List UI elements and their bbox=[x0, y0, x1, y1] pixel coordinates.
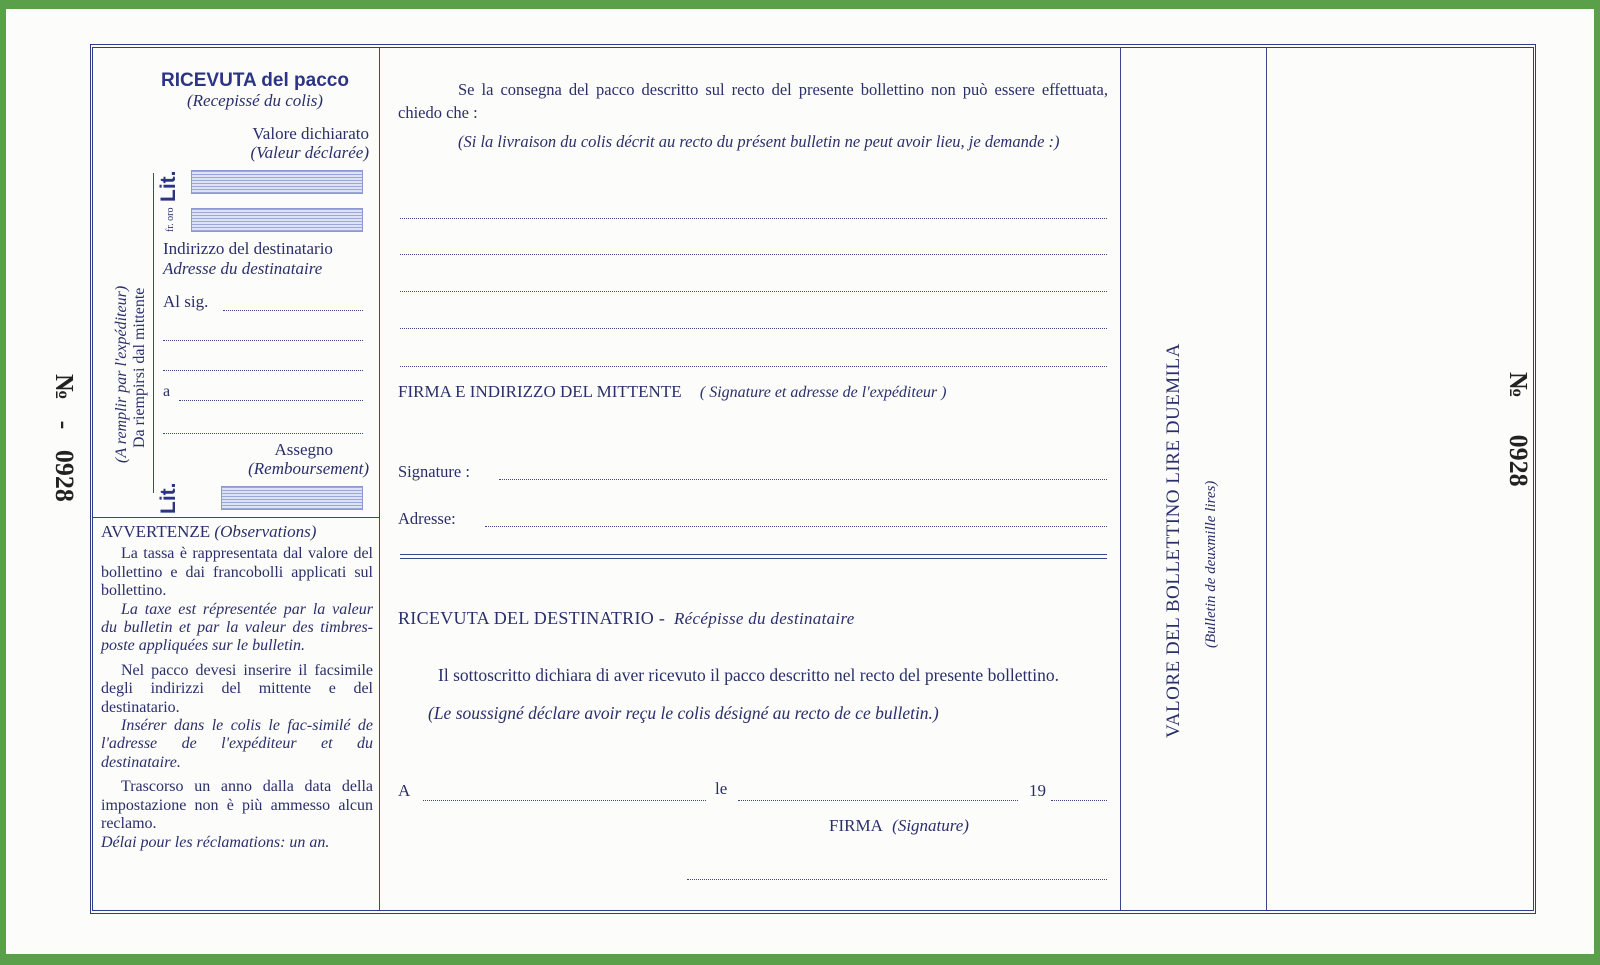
note-3-fr: Délai pour les réclamations: un an. bbox=[101, 833, 330, 851]
instruction-line-3[interactable] bbox=[400, 291, 1107, 292]
cod-label: Assegno bbox=[274, 440, 333, 459]
receipt-subtitle: (Recepissé du colis) bbox=[187, 91, 323, 110]
recipient-address-label: Indirizzo del destinatario bbox=[163, 239, 333, 258]
serial-number-left bbox=[49, 374, 79, 502]
number-value-left: 0928 bbox=[50, 449, 79, 502]
value-field-lit[interactable] bbox=[191, 170, 363, 194]
notes-section bbox=[101, 523, 373, 852]
address-line-3[interactable] bbox=[179, 400, 363, 401]
instructions-block bbox=[398, 78, 1108, 153]
date-line[interactable] bbox=[738, 800, 1018, 801]
recipient-receipt-title: RICEVUTA DEL DESTINATRIO - bbox=[398, 608, 666, 628]
notes-title-fr: (Observations) bbox=[214, 522, 317, 541]
notes-divider bbox=[93, 517, 379, 518]
place-line[interactable] bbox=[423, 800, 706, 801]
number-separator-left: - bbox=[50, 420, 79, 430]
value-field-gold[interactable] bbox=[191, 208, 363, 232]
note-2: Nel pacco devesi inserire il facsimile degli indirizzi del mittente e del destinatario. bbox=[101, 661, 373, 716]
cod-label-fr: (Remboursement) bbox=[248, 459, 369, 478]
instruction-line-5[interactable] bbox=[400, 366, 1107, 367]
address-label: Adresse: bbox=[398, 509, 456, 528]
recipient-statement: Il sottoscritto dichiara di aver ricevuto il pacco descritto nel recto del presente bollettino. bbox=[438, 665, 1060, 685]
divider-main bbox=[1120, 48, 1121, 910]
signature-label: Signature : bbox=[398, 462, 470, 481]
gold-franc-label: fr. oro bbox=[165, 207, 176, 232]
instruction-line-4[interactable] bbox=[400, 328, 1107, 329]
recipient-address-label-fr: Adresse du destinataire bbox=[163, 259, 323, 278]
year-line[interactable] bbox=[1051, 800, 1107, 801]
a-label: a bbox=[163, 383, 171, 400]
signature-line[interactable] bbox=[499, 479, 1107, 480]
place-label: A bbox=[398, 781, 411, 800]
declared-value-label-fr: (Valeur déclarée) bbox=[250, 143, 369, 162]
recipient-statement-block bbox=[398, 664, 1108, 725]
serial-number-right bbox=[1503, 372, 1533, 487]
divider-receipt bbox=[379, 48, 380, 910]
note-2-fr: Insérer dans le colis le fac-similé de l'adresse de l'expéditeur et du destinataire. bbox=[101, 717, 373, 771]
firma-heading bbox=[829, 816, 969, 836]
currency-lit-1: Lit. bbox=[157, 170, 180, 202]
year-label: 19 bbox=[1029, 781, 1046, 800]
sender-fill-note-it: Da riempirsi dal mittente bbox=[131, 287, 148, 448]
address-line-4[interactable] bbox=[163, 433, 363, 434]
sender-signature-label-fr: ( Signature et adresse de l'expéditeur ) bbox=[699, 384, 947, 401]
postal-form-sheet bbox=[6, 9, 1594, 954]
al-sig-label: Al sig. bbox=[163, 292, 209, 311]
address-line-1[interactable] bbox=[163, 340, 363, 341]
bulletin-value-sub: (Bulletin de deuxmille lires) bbox=[1203, 480, 1219, 648]
instructions-intro: Se la consegna del pacco descritto sul recto del presente bollettino non può essere effettuata, chiedo che : bbox=[398, 80, 1108, 122]
notes-title: AVVERTENZE bbox=[101, 522, 211, 541]
number-value-right: 0928 bbox=[1504, 434, 1533, 487]
sender-signature-heading bbox=[398, 382, 946, 402]
brace-line bbox=[153, 173, 154, 493]
receipt-title: RICEVUTA del pacco bbox=[161, 70, 349, 91]
sender-fill-note-fr: (A remplir par l'expéditeur) bbox=[113, 285, 130, 463]
recipient-receipt-title-fr: Récépisse du destinataire bbox=[673, 609, 855, 628]
firma-line[interactable] bbox=[687, 879, 1107, 880]
instruction-line-2[interactable] bbox=[400, 254, 1107, 255]
bulletin-value-main: VALORE DEL BOLLETTINO LIRE DUEMILA bbox=[1163, 343, 1184, 738]
recipient-statement-fr: (Le soussigné déclare avoir reçu le colis désigné au recto de ce bulletin.) bbox=[428, 703, 939, 723]
address-line-2[interactable] bbox=[163, 370, 363, 371]
number-sign-left: № bbox=[50, 374, 79, 401]
al-sig-line[interactable] bbox=[223, 310, 363, 311]
firma-label: FIRMA bbox=[829, 816, 882, 835]
note-1: La tassa è rappresentata dal valore del bollettino e dai francobolli applicati sul bollettino. bbox=[101, 545, 373, 600]
divider-strip bbox=[1266, 48, 1267, 910]
firma-label-fr: (Signature) bbox=[892, 816, 969, 835]
declared-value-label: Valore dichiarato bbox=[252, 124, 369, 143]
note-1-fr: La taxe est répresentée par la valeur du bulletin et par la valeur des timbres-poste appliquées sur le bulletin. bbox=[101, 600, 373, 655]
currency-lit-2: Lit. bbox=[157, 482, 180, 514]
cod-value-field[interactable] bbox=[221, 486, 363, 510]
recipient-receipt-heading bbox=[398, 608, 855, 629]
sender-address-line[interactable] bbox=[485, 526, 1107, 527]
date-label: le bbox=[715, 779, 728, 798]
section-separator bbox=[400, 554, 1107, 559]
instructions-intro-fr: (Si la livraison du colis décrit au recto du présent bulletin ne peut avoir lieu, je demande :) bbox=[458, 132, 1060, 151]
instruction-line-1[interactable] bbox=[400, 218, 1107, 219]
note-3: Trascorso un anno dalla data della impostazione non è più ammesso alcun reclamo. bbox=[101, 778, 373, 833]
number-sign-right: № bbox=[1504, 372, 1533, 399]
form-frame bbox=[50, 44, 1536, 914]
sender-signature-label: FIRMA E INDIRIZZO DEL MITTENTE bbox=[398, 382, 682, 401]
